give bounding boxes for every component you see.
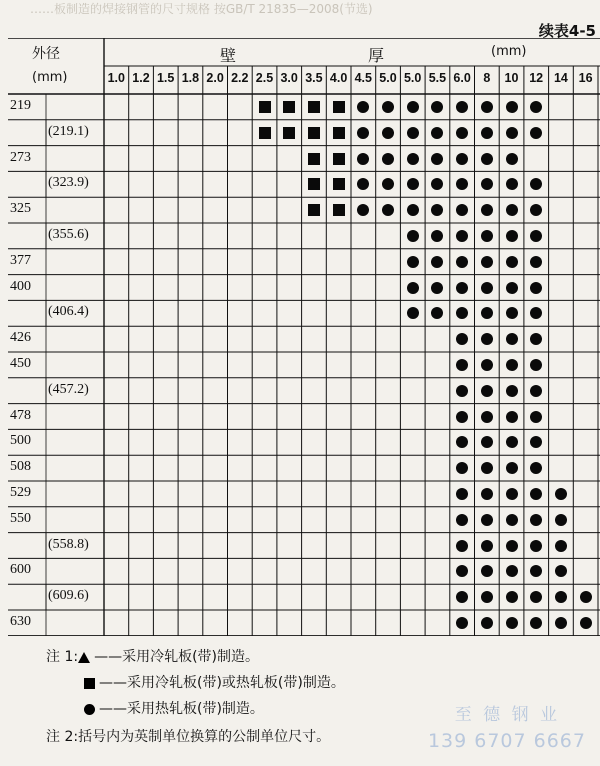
circle-mark — [481, 153, 493, 165]
circle-mark — [506, 307, 518, 319]
wall-header-char2: 厚 — [368, 46, 385, 65]
thickness-header: 16 — [578, 71, 593, 85]
thickness-header: 8 — [483, 71, 491, 85]
circle-mark — [456, 359, 468, 371]
circle-mark — [481, 411, 493, 423]
od-imperial-label: (323.9) — [48, 175, 89, 191]
circle-mark — [357, 127, 369, 139]
circle-mark — [481, 540, 493, 552]
circle-mark — [481, 514, 493, 526]
note-1-prefix: 注 1: — [46, 649, 79, 665]
circle-mark — [481, 101, 493, 113]
square-mark — [333, 153, 345, 165]
square-mark — [333, 127, 345, 139]
circle-mark — [456, 488, 468, 500]
od-label: 426 — [10, 330, 31, 346]
circle-mark — [456, 153, 468, 165]
thickness-header: 4.0 — [329, 71, 348, 85]
circle-mark — [506, 436, 518, 448]
circle-mark — [506, 282, 518, 294]
circle-mark — [506, 591, 518, 603]
thickness-header: 12 — [529, 71, 544, 85]
circle-mark — [506, 256, 518, 268]
circle-mark — [407, 153, 419, 165]
watermark-phone: 139 6707 6667 — [427, 730, 586, 752]
od-label: 529 — [10, 485, 31, 500]
circle-mark — [456, 514, 468, 526]
circle-mark — [407, 230, 419, 242]
triangle-icon — [78, 652, 90, 663]
thickness-header: 2.2 — [231, 71, 249, 85]
circle-mark — [506, 101, 518, 113]
circle-mark — [456, 282, 468, 294]
circle-mark — [481, 488, 493, 500]
circle-mark — [506, 333, 518, 345]
circle-mark — [481, 359, 493, 371]
square-mark — [283, 101, 295, 113]
circle-mark — [481, 230, 493, 242]
od-label: 400 — [10, 278, 31, 294]
thickness-header: 5.0 — [403, 71, 422, 85]
square-mark — [259, 101, 271, 113]
thickness-header: 14 — [553, 71, 568, 85]
circle-mark — [431, 282, 443, 294]
square-mark — [333, 101, 345, 113]
thickness-header: 1.0 — [107, 71, 125, 85]
thickness-header: 2.5 — [255, 71, 274, 85]
square-mark — [259, 127, 271, 139]
circle-mark — [506, 462, 518, 474]
circle-mark — [456, 101, 468, 113]
od-imperial-label: (609.6) — [48, 588, 89, 604]
circle-mark — [506, 617, 518, 629]
od-imperial-label: (219.1) — [48, 123, 89, 139]
thickness-header: 10 — [504, 71, 519, 85]
circle-mark — [456, 411, 468, 423]
thickness-header: 1.2 — [132, 71, 150, 85]
square-mark — [308, 153, 320, 165]
circle-mark — [407, 282, 419, 294]
circle-mark — [530, 514, 542, 526]
circle-mark — [481, 617, 493, 629]
od-label: 377 — [10, 252, 31, 268]
circle-icon — [84, 704, 95, 715]
circle-mark — [481, 127, 493, 139]
square-mark — [333, 178, 345, 190]
circle-mark — [530, 385, 542, 397]
od-label: 600 — [10, 562, 31, 578]
note-1-triangle — [46, 646, 259, 668]
circle-mark — [407, 256, 419, 268]
circle-mark — [506, 127, 518, 139]
square-mark — [308, 101, 320, 113]
circle-mark — [357, 153, 369, 165]
square-mark — [308, 178, 320, 190]
circle-mark — [506, 411, 518, 423]
watermark-company: 至 德 钢 业 — [454, 705, 560, 725]
circle-mark — [506, 514, 518, 526]
circle-mark — [481, 204, 493, 216]
od-label: 273 — [10, 149, 31, 165]
circle-mark — [555, 488, 567, 500]
thickness-header: 4.5 — [354, 71, 372, 85]
od-label: 325 — [10, 201, 31, 217]
wall-header-unit: (mm) — [491, 44, 527, 59]
circle-mark — [530, 540, 542, 552]
faint-header-text: ……板制造的焊接钢管的尺寸规格 按GB/T 21835—2008(节选) — [30, 2, 373, 16]
circle-mark — [407, 101, 419, 113]
od-label: 630 — [10, 614, 31, 629]
od-imperial-label: (406.4) — [48, 304, 89, 320]
circle-mark — [555, 591, 567, 603]
circle-mark — [407, 178, 419, 190]
square-legend-text: ——采用冷轧板(带)或热轧板(带)制造。 — [99, 675, 345, 691]
thickness-header: 3.0 — [280, 71, 298, 85]
note-2: 注 2:括号内为英制单位换算的公制单位尺寸。 — [46, 729, 331, 745]
circle-mark — [506, 204, 518, 216]
circle-mark — [530, 127, 542, 139]
od-label: 500 — [10, 433, 31, 449]
thickness-header: 2.0 — [206, 71, 224, 85]
square-mark — [308, 204, 320, 216]
circle-mark — [407, 127, 419, 139]
square-mark — [308, 127, 320, 139]
circle-mark — [555, 514, 567, 526]
circle-mark — [506, 178, 518, 190]
circle-mark — [456, 385, 468, 397]
circle-mark — [431, 153, 443, 165]
square-icon — [84, 678, 95, 689]
circle-mark — [382, 101, 394, 113]
circle-mark — [530, 411, 542, 423]
circle-mark — [481, 256, 493, 268]
circle-mark — [481, 591, 493, 603]
thickness-header: 1.5 — [156, 71, 175, 85]
circle-mark — [506, 540, 518, 552]
square-mark — [283, 127, 295, 139]
triangle-legend-text: ——采用冷轧板(带)制造。 — [94, 649, 260, 665]
thickness-header: 3.5 — [305, 71, 323, 85]
circle-mark — [456, 127, 468, 139]
thickness-header: 5.5 — [428, 71, 447, 85]
circle-mark — [580, 617, 592, 629]
circle-mark — [555, 540, 567, 552]
continued-table-label: 续表4-5 — [538, 22, 596, 40]
od-imperial-label: (355.6) — [48, 227, 89, 242]
circle-legend-text: ——采用热轧板(带)制造。 — [99, 701, 264, 717]
circle-mark — [506, 359, 518, 371]
circle-mark — [456, 230, 468, 242]
circle-mark — [555, 617, 567, 629]
circle-mark — [407, 204, 419, 216]
od-label: 219 — [10, 98, 31, 113]
circle-mark — [481, 333, 493, 345]
thickness-header: 1.8 — [181, 71, 200, 85]
circle-mark — [456, 617, 468, 629]
circle-mark — [407, 307, 419, 319]
square-mark — [333, 204, 345, 216]
od-imperial-label: (457.2) — [48, 381, 89, 397]
od-imperial-label: (558.8) — [48, 536, 89, 552]
circle-mark — [456, 540, 468, 552]
circle-mark — [456, 256, 468, 268]
thickness-header: 5.0 — [379, 71, 397, 85]
circle-mark — [506, 488, 518, 500]
circle-mark — [481, 385, 493, 397]
circle-mark — [506, 385, 518, 397]
od-label: 450 — [10, 356, 31, 371]
circle-mark — [506, 565, 518, 577]
pipe-size-table — [8, 38, 600, 636]
circle-mark — [506, 153, 518, 165]
wall-header-char1: 壁 — [220, 46, 237, 65]
note-1-circle — [84, 698, 264, 720]
circle-mark — [530, 256, 542, 268]
note-1-square — [84, 672, 345, 694]
od-label: 478 — [10, 407, 31, 423]
circle-mark — [481, 282, 493, 294]
circle-mark — [580, 591, 592, 603]
circle-mark — [481, 462, 493, 474]
circle-mark — [382, 153, 394, 165]
od-header-unit: (mm) — [32, 70, 68, 85]
circle-mark — [382, 127, 394, 139]
od-label: 508 — [10, 459, 31, 475]
thickness-header: 6.0 — [453, 71, 471, 85]
circle-mark — [506, 230, 518, 242]
od-label: 550 — [10, 510, 31, 526]
od-header-title: 外径 — [32, 46, 60, 62]
circle-mark — [530, 282, 542, 294]
